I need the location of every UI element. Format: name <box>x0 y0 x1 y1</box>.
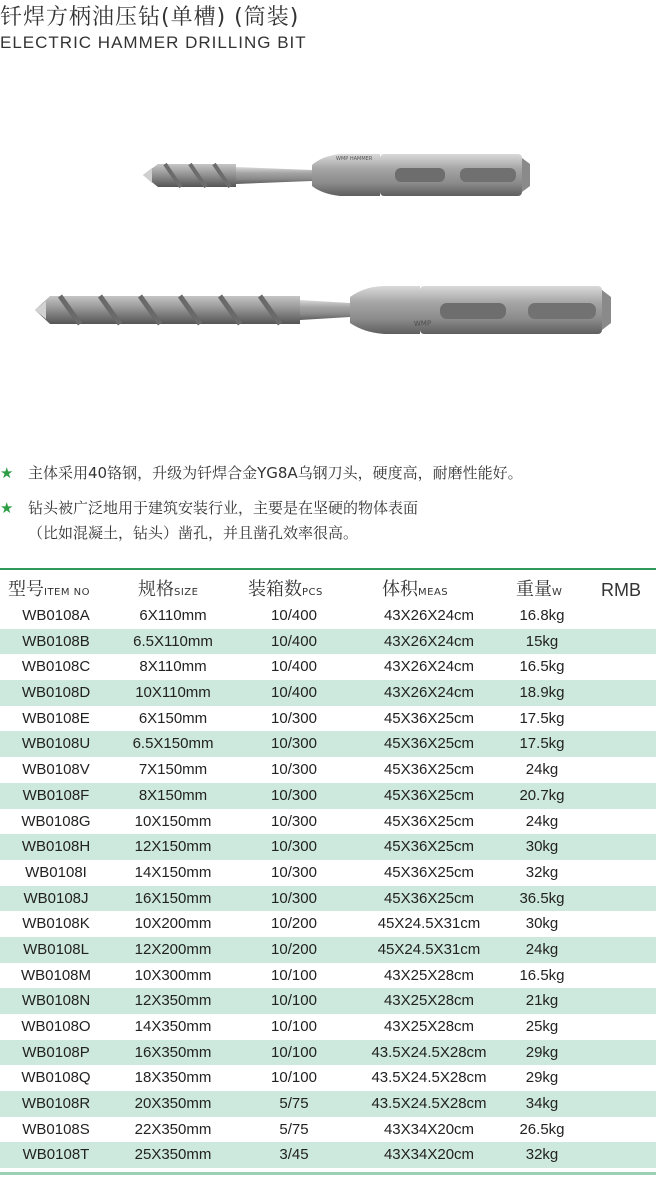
cell-size: 6.5X110mm <box>133 632 213 650</box>
cell-pcs: 10/300 <box>271 786 317 804</box>
table-row <box>0 809 656 835</box>
table-row <box>0 783 656 809</box>
feature-item <box>0 462 523 483</box>
cell-item-no: WB0108F <box>22 786 90 804</box>
cell-meas: 45X24.5X31cm <box>377 915 481 933</box>
cell-weight: 21kg <box>525 992 559 1010</box>
cell-item-no: WB0108E <box>22 709 90 727</box>
cell-weight: 34kg <box>525 1095 559 1113</box>
cell-size: 14X350mm <box>134 1018 212 1035</box>
page-subtitle: ELECTRIC HAMMER DRILLING BIT <box>0 33 307 52</box>
cell-meas: 43.5X24.5X28cm <box>371 1043 487 1061</box>
cell-item-no: WB0108G <box>21 812 91 830</box>
header-meas: 体积MEAS <box>382 579 449 600</box>
cell-pcs: 10/300 <box>271 735 317 753</box>
cell-pcs: 10/300 <box>271 709 317 727</box>
cell-item-no: WB0108H <box>21 838 91 856</box>
cell-weight: 25kg <box>525 1018 559 1035</box>
cell-size: 10X300mm <box>134 966 212 984</box>
cell-item-no: WB0108I <box>25 863 87 881</box>
cell-pcs: 10/100 <box>271 992 317 1010</box>
cell-pcs: 10/400 <box>271 684 317 702</box>
cell-item-no: WB0108M <box>20 966 92 984</box>
cell-meas: 45X36X25cm <box>383 786 475 804</box>
cell-weight: 32kg <box>525 863 559 881</box>
cell-weight: 29kg <box>525 1069 559 1087</box>
cell-meas: 43X25X28cm <box>383 966 475 984</box>
cell-pcs: 10/300 <box>271 838 317 856</box>
cell-meas: 43X25X28cm <box>383 992 475 1010</box>
cell-weight: 29kg <box>525 1043 559 1061</box>
cell-size: 12X150mm <box>134 838 212 856</box>
cell-item-no: WB0108Q <box>21 1069 91 1087</box>
cell-weight: 24kg <box>525 812 559 830</box>
header-weight: 重量W <box>516 579 563 600</box>
cell-size: 12X200mm <box>134 940 212 958</box>
cell-size: 10X200mm <box>134 915 212 933</box>
cell-meas: 45X36X25cm <box>383 838 475 856</box>
cell-weight: 36.5kg <box>519 889 565 907</box>
cell-weight: 17.5kg <box>519 709 565 727</box>
cell-weight: 30kg <box>525 838 559 856</box>
cell-meas: 45X36X25cm <box>383 863 475 881</box>
cell-weight: 30kg <box>525 915 559 933</box>
cell-item-no: WB0108N <box>21 992 91 1010</box>
shank-stamp: WMP <box>413 319 432 328</box>
table-row <box>0 834 656 860</box>
cell-weight: 20.7kg <box>519 786 565 804</box>
cell-pcs: 10/200 <box>271 915 317 933</box>
cell-pcs: 10/300 <box>271 761 317 779</box>
cell-pcs: 3/45 <box>279 1146 309 1164</box>
cell-item-no: WB0108O <box>21 1018 91 1035</box>
cell-meas: 45X36X25cm <box>383 709 475 727</box>
spec-table <box>0 568 656 1175</box>
cell-size: 25X350mm <box>134 1146 212 1164</box>
table-header <box>0 570 656 603</box>
header-size: 规格SIZE <box>138 579 199 600</box>
cell-pcs: 10/100 <box>271 966 317 984</box>
page-title: 钎焊方柄油压钻(单槽) (筒装) <box>0 5 300 30</box>
cell-item-no: WB0108K <box>22 915 90 933</box>
cell-weight: 16.8kg <box>519 607 565 624</box>
cell-item-no: WB0108P <box>22 1043 90 1061</box>
table-row <box>0 886 656 912</box>
star-icon: ★ <box>0 464 14 482</box>
drill-bit-short <box>143 154 530 196</box>
cell-pcs: 10/400 <box>271 632 317 650</box>
feature-item <box>0 497 418 518</box>
cell-pcs: 10/200 <box>271 940 317 958</box>
table-row <box>0 629 656 655</box>
cell-meas: 43X34X20cm <box>383 1120 475 1138</box>
cell-item-no: WB0108D <box>21 684 91 702</box>
cell-meas: 43.5X24.5X28cm <box>371 1069 487 1087</box>
cell-item-no: WB0108B <box>22 632 90 650</box>
cell-meas: 45X36X25cm <box>383 889 475 907</box>
product-photo <box>0 120 656 360</box>
header-rmb: RMB <box>601 580 641 600</box>
cell-meas: 45X36X25cm <box>383 761 475 779</box>
cell-size: 10X110mm <box>135 684 211 702</box>
cell-pcs: 10/300 <box>271 812 317 830</box>
cell-meas: 45X36X25cm <box>383 812 475 830</box>
cell-size: 22X350mm <box>134 1120 212 1138</box>
cell-meas: 43.5X24.5X28cm <box>371 1095 487 1113</box>
svg-text:WMP HAMMER: WMP HAMMER <box>336 156 373 162</box>
table-row <box>0 860 656 886</box>
table-row <box>0 1117 656 1143</box>
cell-weight: 16.5kg <box>519 658 565 676</box>
table-row <box>0 757 656 783</box>
cell-meas: 43X26X24cm <box>383 632 475 650</box>
cell-pcs: 10/100 <box>271 1043 317 1061</box>
header-item-no: 型号ITEM NO <box>8 579 91 600</box>
star-icon: ★ <box>0 499 14 517</box>
table-row <box>0 706 656 732</box>
cell-size: 8X150mm <box>138 786 208 804</box>
cell-size: 12X350mm <box>134 992 212 1010</box>
cell-item-no: WB0108T <box>22 1146 90 1164</box>
cell-meas: 43X26X24cm <box>383 658 475 676</box>
cell-pcs: 10/100 <box>271 1069 317 1087</box>
cell-pcs: 10/300 <box>271 863 317 881</box>
feature-text: 钻头被广泛地用于建筑安装行业，主要是在坚硬的物体表面 <box>28 499 419 517</box>
cell-pcs: 5/75 <box>279 1120 309 1138</box>
cell-size: 6.5X150mm <box>132 735 214 753</box>
cell-meas: 45X36X25cm <box>383 735 475 753</box>
table-row <box>0 988 656 1014</box>
cell-weight: 15kg <box>525 632 559 650</box>
cell-meas: 43X26X24cm <box>383 684 475 702</box>
cell-size: 16X350mm <box>134 1043 212 1061</box>
table-body <box>0 603 656 1168</box>
cell-weight: 24kg <box>525 761 559 779</box>
table-row <box>0 911 656 937</box>
cell-item-no: WB0108V <box>22 761 90 779</box>
cell-item-no: WB0108S <box>22 1120 90 1138</box>
cell-weight: 24kg <box>525 940 559 958</box>
cell-item-no: WB0108L <box>23 940 89 958</box>
cell-meas: 43X34X20cm <box>383 1146 475 1164</box>
table-row <box>0 937 656 963</box>
table-row <box>0 654 656 680</box>
table-row <box>0 1142 656 1168</box>
cell-item-no: WB0108U <box>21 735 91 753</box>
table-row <box>0 680 656 706</box>
feature-text: 主体采用40铬钢，升级为钎焊合金YG8A乌钢刀头，硬度高，耐磨性能好。 <box>28 464 523 482</box>
cell-weight: 16.5kg <box>519 966 565 984</box>
cell-pcs: 10/400 <box>271 658 317 676</box>
feature-item-continued <box>0 522 358 543</box>
cell-size: 6X110mm <box>139 607 207 624</box>
cell-size: 18X350mm <box>134 1069 212 1087</box>
cell-meas: 43X26X24cm <box>383 607 475 624</box>
header-pcs: 装箱数PCS <box>248 579 323 600</box>
cell-size: 8X110mm <box>139 658 207 676</box>
cell-item-no: WB0108A <box>22 607 90 624</box>
cell-weight: 32kg <box>525 1146 559 1164</box>
table-row <box>0 1091 656 1117</box>
cell-weight: 17.5kg <box>519 735 565 753</box>
cell-item-no: WB0108J <box>23 889 89 907</box>
cell-size: 6X150mm <box>138 709 208 727</box>
cell-meas: 43X25X28cm <box>383 1018 475 1035</box>
cell-item-no: WB0108R <box>21 1095 91 1113</box>
table-row <box>0 1014 656 1040</box>
cell-size: 14X150mm <box>134 863 212 881</box>
cell-pcs: 10/300 <box>271 889 317 907</box>
drill-bit-long <box>35 286 611 334</box>
table-row <box>0 1040 656 1066</box>
cell-weight: 18.9kg <box>519 684 565 702</box>
cell-pcs: 10/100 <box>271 1018 317 1035</box>
cell-size: 7X150mm <box>138 761 208 779</box>
table-row <box>0 603 656 629</box>
table-bottom-rule <box>0 1172 656 1175</box>
feature-text: （比如混凝土，钻头）凿孔，并且凿孔效率很高。 <box>28 524 359 542</box>
table-row <box>0 1065 656 1091</box>
cell-weight: 26.5kg <box>519 1120 565 1138</box>
cell-pcs: 10/400 <box>271 607 317 624</box>
cell-size: 10X150mm <box>134 812 212 830</box>
cell-meas: 45X24.5X31cm <box>377 940 481 958</box>
cell-item-no: WB0108C <box>21 658 91 676</box>
cell-size: 16X150mm <box>134 889 212 907</box>
cell-size: 20X350mm <box>134 1095 212 1113</box>
cell-pcs: 5/75 <box>279 1095 309 1113</box>
table-row <box>0 731 656 757</box>
table-row <box>0 963 656 989</box>
